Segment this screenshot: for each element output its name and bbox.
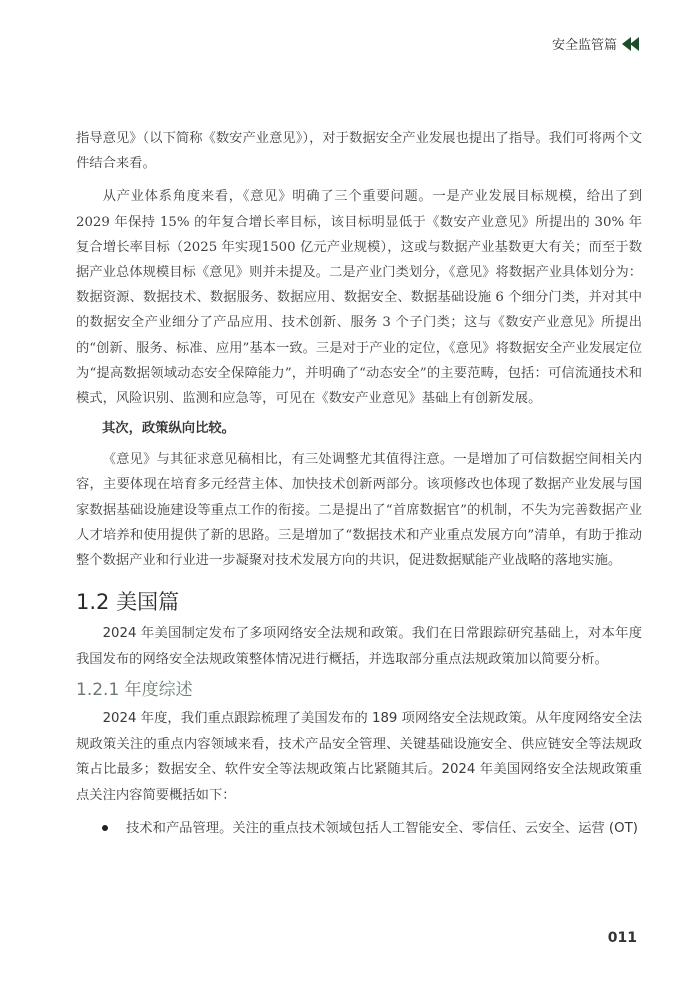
paragraph-us-intro: 2024 年美国制定发布了多项网络安全法规和政策。我们在日常跟踪研究基础上，对本年度我国发布的网络安全法规政策整体情况进行概括，并选取部分重点法规政策加以简要分析。 <box>76 626 642 667</box>
paragraph-continued: 指导意见》（以下简称《数安产业意见》），对于数据安全产业发展也提出了指导。我们可将两个文件结合来看。 <box>76 131 642 172</box>
page-content <box>76 126 642 842</box>
list-item-text: 技术和产品管理。关注的重点技术领域包括人工智能安全、零信任、云安全、运营 (OT) <box>126 821 638 837</box>
subheading-vertical-comparison: 其次，政策纵向比较。 <box>102 421 235 437</box>
page-header <box>552 34 639 53</box>
paragraph-annual-review: 2024 年度，我们重点跟踪梳理了美国发布的 189 项网络安全法规政策。从年度网络安全法规政策关注的重点内容领域来看，技术产品安全管理、关键基础设施安全、供应链安全等法规政策占比最多；数据安全、软件安全等法规政策占比紧随其后。2024 年美国网络安全法规政策重点关注内容简要概括如下： <box>76 711 642 803</box>
section-heading-us: 1.2 美国篇 <box>76 590 180 615</box>
page-number: 011 <box>607 930 637 946</box>
double-chevron-left-icon <box>623 37 639 51</box>
paragraph-draft-comparison: 《意见》与其征求意见稿相比，有三处调整尤其值得注意。一是增加了可信数据空间相关内容，主要体现在培育多元经营主体、加快技术创新两部分。该项修改也体现了数据产业发展与国家数据基础设施建设等重点工作的衔接。二是提出了“首席数据官”的机制，不失为完善数据产业人才培养和使用提供了新的思路。三是增加了“数据技术和产业重点发展方向”清单，有助于推动整个数据产业和行业进一步凝聚对技术发展方向的共识，促进数据赋能产业战略的落地实施。 <box>76 452 642 569</box>
list-item <box>76 816 642 842</box>
subsection-heading-annual-review: 1.2.1 年度综述 <box>76 680 193 701</box>
section-title: 安全监管篇 <box>551 38 617 53</box>
paragraph-industry-system: 从产业体系角度来看，《意见》明确了三个重要问题。一是产业发展目标规模，给出了到 2029 年保持 15% 的年复合增长率目标，该目标明显低于《数安产业意见》所提出的 30% 年复合增长率目标（2025 年实现1500 亿元产业规模），这或与数据产业基数更大有关；而至于数据产业总体规模目标《意见》则并未提及。二是产业门类划分，《意见》将数据产业具体划分为：数据资源、数据技术、数据服务、数据应用、数据安全、数据基础设施 6 个细分门类，并对其中的数据安全产业细分了产品应用、技术创新、服务 3 个子门类；这与《数安产业意见》所提出的“创新、服务、标准、应用”基本一致。三是对于产业的定位，《意见》将数据安全产业发展定位为“提高数据领域动态安全保障能力”，并明确了“动态安全”的主要范畴，包括：可信流通技术和模式，风险识别、监测和应急等，可见在《数安产业意见》基础上有创新发展。 <box>76 189 642 407</box>
bullet-icon <box>102 825 108 831</box>
